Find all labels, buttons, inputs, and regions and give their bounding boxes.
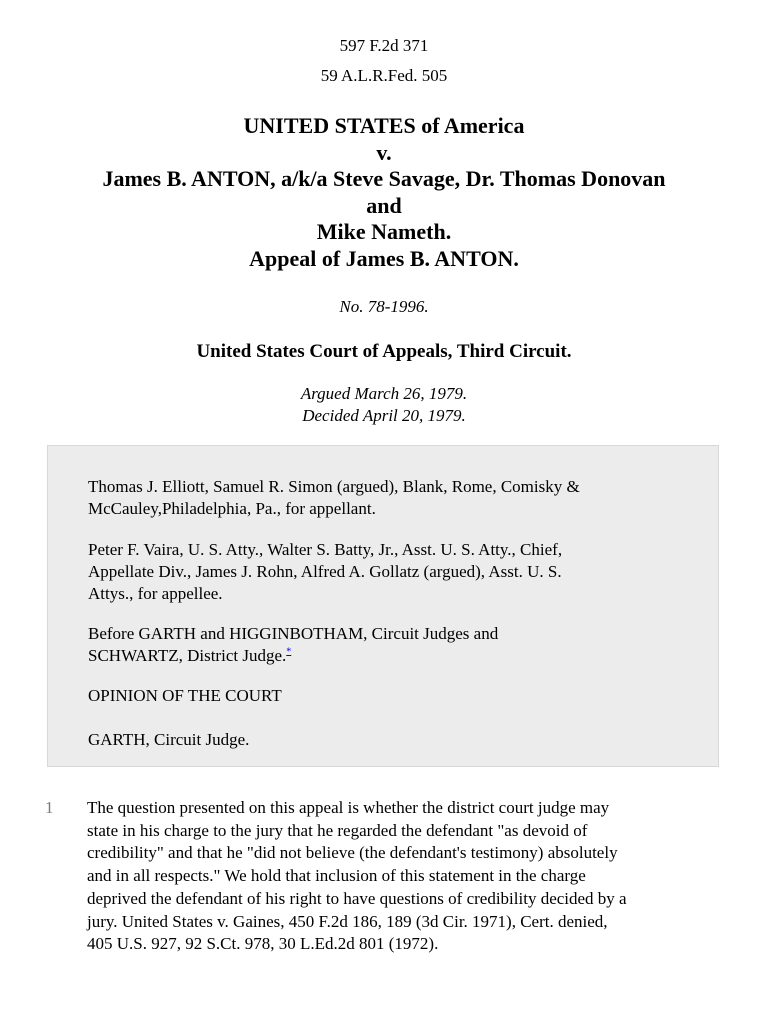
- argued-date: Argued March 26, 1979.: [300, 384, 468, 403]
- text-line: deprived the defendant of his right to have questions of credibility decided by a: [87, 888, 627, 908]
- text-line: Appellate Div., James J. Rohn, Alfred A. Gollatz (argued), Asst. U. S.: [88, 562, 562, 581]
- docket-number: No. 78-1996.: [339, 297, 429, 316]
- text-line: 405 U.S. 927, 92 S.Ct. 978, 30 L.Ed.2d 801 (1972).: [87, 934, 439, 954]
- text-line: McCauley,Philadelphia, Pa., for appellant.: [88, 499, 376, 518]
- decided-date: Decided April 20, 1979.: [302, 406, 466, 425]
- alr-citation: 59 A.L.R.Fed. 505: [320, 66, 448, 85]
- text-line: credibility" and that he "did not believe (the defendant's testimony) absolutely: [87, 843, 618, 863]
- text-line: Peter F. Vaira, U. S. Atty., Walter S. Batty, Jr., Asst. U. S. Atty., Chief,: [88, 540, 563, 559]
- text-line: jury. United States v. Gaines, 450 F.2d 186, 189 (3d Cir. 1971), Cert. denied,: [87, 911, 608, 931]
- opinion-author: GARTH, Circuit Judge.: [88, 730, 250, 749]
- footnote-link[interactable]: *: [286, 646, 292, 658]
- appellant-counsel: [88, 476, 688, 520]
- text-line: [88, 645, 688, 667]
- caption-line: Appeal of James B. ANTON.: [249, 245, 519, 271]
- appellee-counsel: [88, 539, 688, 605]
- caption-line: Mike Nameth.: [316, 219, 452, 245]
- caption-line: UNITED STATES of America: [243, 113, 525, 138]
- counsel-box: [47, 445, 719, 767]
- paragraph-number: 1: [45, 798, 54, 817]
- reporter-citation: 597 F.2d 371: [339, 36, 429, 55]
- text-line: The question presented on this appeal is whether the district court judge may: [87, 798, 610, 817]
- caption-line: and: [366, 192, 402, 218]
- text-line: state in his charge to the jury that he regarded the defendant "as devoid of: [87, 820, 588, 840]
- caption-line: James B. ANTON, a/k/a Steve Savage, Dr. Thomas Donovan: [102, 166, 666, 192]
- panel-judges: [88, 623, 688, 667]
- text-line-content: SCHWARTZ, District Judge.: [88, 646, 287, 665]
- caption-line: v.: [376, 139, 392, 165]
- text-line: Thomas J. Elliott, Samuel R. Simon (argued), Blank, Rome, Comisky &: [88, 477, 580, 496]
- case-dates: [0, 383, 768, 427]
- text-line: Attys., for appellee.: [88, 584, 223, 603]
- case-caption: [0, 113, 768, 273]
- text-line: and in all respects." We hold that inclusion of this statement in the charge: [87, 866, 586, 886]
- court-name: United States Court of Appeals, Third Circuit.: [196, 341, 572, 362]
- text-line: Before GARTH and HIGGINBOTHAM, Circuit Judges and: [88, 624, 499, 643]
- opinion-heading: OPINION OF THE COURT: [88, 686, 282, 705]
- opinion-paragraph: [87, 797, 727, 956]
